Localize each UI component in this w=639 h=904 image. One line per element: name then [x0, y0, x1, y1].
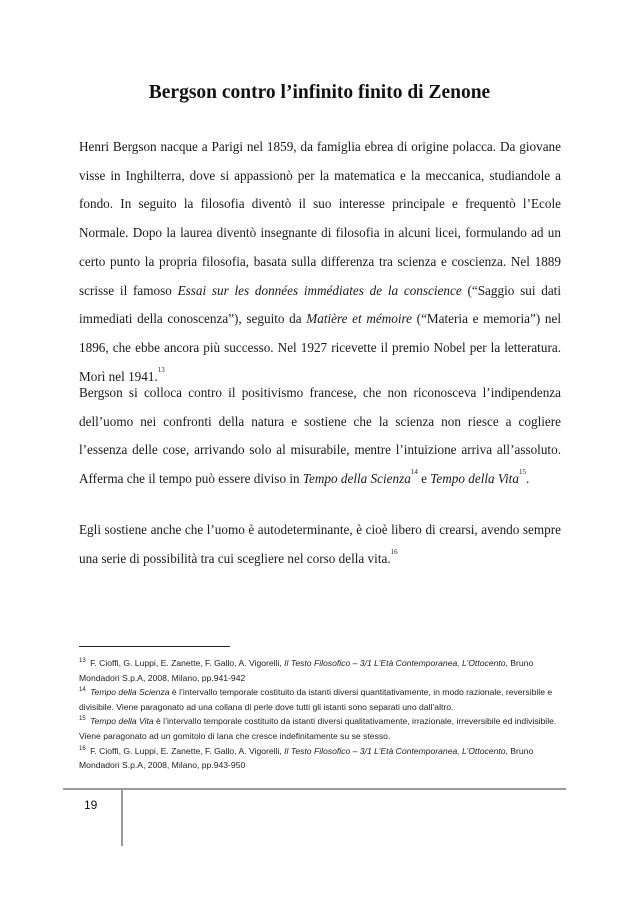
footnote-number: 13	[79, 658, 86, 664]
footnote-14	[79, 685, 569, 714]
footnote-book-title: Il Testo Filosofico – 3/1 L’Età Contemporanea, L’Ottocento,	[284, 658, 508, 668]
footnote-number: 16	[79, 745, 86, 752]
footnote-ref-16[interactable]: 16	[390, 547, 398, 556]
term-tempo-vita: Tempo della Vita	[430, 471, 519, 487]
self-determination-text: Egli sostiene anche che l’uomo è autodeterminante, è cioè libero di crearsi, avendo sempre una serie di possibilità tra cui scegliere nel corso della vita.	[79, 522, 561, 566]
paragraph-biography	[79, 133, 561, 391]
work-title-matiere: Matière et mémoire	[306, 311, 413, 327]
footer-vertical-rule	[121, 788, 123, 846]
paragraph-self-determination	[79, 516, 561, 573]
footnote-number: 14	[79, 687, 86, 694]
footnote-text: è l’intervallo temporale costituito da istanti diversi qualitativamente, irrazionale, irreversibile ed indivisibile. Viene paragonato ad un gomitolo di lana che cresce indefinitamente su se stesso.	[79, 716, 557, 741]
footnote-text: è l’intervallo temporale costituito da istanti diversi quantitativamente, in modo razionale, reversibile e divisibile. Viene paragonato ad una collana di perle dove tutti gli istanti sono separati uno dall’altro.	[79, 687, 553, 712]
footnotes	[79, 656, 569, 773]
footnote-ref-14[interactable]: 14	[410, 468, 418, 477]
page-number: 19	[84, 798, 98, 812]
biography-text-1: Henri Bergson nacque a Parigi nel 1859, da famiglia ebrea di origine polacca. Da giovane visse in Inghilterra, dove si appassionò per la matematica e la meccanica, studiandole a fondo. In seguito la filosofia diventò il suo interesse principale e frequentò l’Ecole Normale. Dopo la laurea diventò insegnante di filosofia in alcuni licei, formulando ad un certo punto la propria filosofia, basata sulla differenza tra scienza e coscienza. Nel 1889 scrisse il famoso	[79, 139, 561, 298]
footnote-ref-13[interactable]: 13	[157, 365, 165, 374]
footnote-term: Tempo della Vita	[87, 716, 154, 727]
biography-text-2: (“Saggio sui dati immediati della conoscenza”), seguito da	[79, 282, 562, 327]
biography-text-3: (“Materia e memoria”) nel 1896, che ebbe ancora più successo. Nel 1927 ricevette il premio Nobel per la letteratura. Morì nel 1941.	[79, 311, 561, 384]
footnote-16	[79, 744, 569, 773]
footnote-13	[79, 656, 569, 685]
page-title: Bergson contro l’infinito finito di Zenone	[148, 82, 491, 103]
footnote-text: F. Cioffi, G. Luppi, E. Zanette, F. Gallo, A. Vigorelli,	[87, 658, 285, 668]
positivism-text-2: e	[417, 471, 431, 487]
footnote-number: 15	[79, 716, 86, 723]
positivism-text-1: Bergson si colloca contro il positivismo francese, che non riconosceva l’indipendenza dell’uomo nei confronti della natura e sostiene che la scienza non riesce a cogliere l’essenza delle cose, arrivando solo al misurabile, mentre l’intuizione arriva all’assoluto. Afferma che il tempo può essere diviso in	[79, 385, 561, 487]
work-title-essai: Essai sur les données immédiates de la conscience	[177, 282, 462, 298]
positivism-text-3: .	[525, 471, 530, 487]
footnote-text: Bruno Mondadori S.p.A, 2008, Milano, pp.943-950	[79, 745, 534, 771]
footnote-ref-15[interactable]: 15	[518, 468, 526, 477]
footnote-text: F. Cioffi, G. Luppi, E. Zanette, F. Gallo, A. Vigorelli,	[87, 745, 285, 756]
footnote-term: Tempo della Scienza	[87, 687, 170, 698]
term-tempo-scienza: Tempo della Scienza	[302, 471, 411, 487]
footnote-separator	[79, 646, 230, 647]
paragraph-positivism	[79, 379, 561, 494]
footnote-book-title: Il Testo Filosofico – 3/1 L’Età Contemporanea, L’Ottocento,	[284, 745, 508, 756]
footer-horizontal-rule	[63, 788, 566, 790]
footnote-15	[79, 714, 569, 743]
footnote-text: Bruno Mondadori S.p.A, 2008, Milano, pp.941-942	[79, 658, 534, 683]
